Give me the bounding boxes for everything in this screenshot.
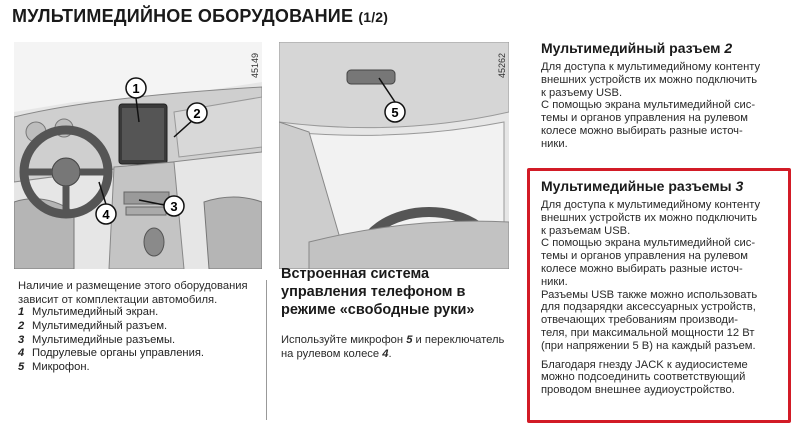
- callout-4: 4: [102, 207, 110, 222]
- legend-item: 3 Мультимедийные разъемы.: [18, 333, 176, 346]
- legend-item: 4 Подрулевые органы управления.: [18, 347, 205, 360]
- callout-2: 2: [193, 106, 201, 121]
- page-title-part: (1/2): [358, 9, 389, 25]
- legend-item: 2 Мультимедийный разъем.: [18, 319, 168, 332]
- handsfree-heading: Встроенная система управления телефоном в режиме «свободные руки»: [281, 266, 475, 318]
- ref-code-mid: 45262: [497, 52, 507, 78]
- legend-item: 1 Мультимедийный экран.: [18, 306, 159, 318]
- section-2-body: Для доступа к мультимедийному контенту внешних устройств их можно подключить к разъему USB. С помощью экрана мультимедийной сис- темы и органов управления на рулевом колесе можно выбирать разные источ- ники.: [541, 61, 761, 150]
- page-title: [12, 6, 388, 27]
- section-2-title: Мультимедийный разъем 2: [541, 40, 733, 56]
- roof-drawing: [279, 42, 509, 269]
- callout-3: 3: [170, 199, 178, 214]
- section-3-body: Для доступа к мультимедийному контенту внешних устройств их можно подключить к разъемам USB. С помощью экрана мультимедийной сис- темы и органов управления на рулевом колесе можно выбирать разные источ- ники. Разъемы USB также можно использовать для подзарядки аксессуарных устройств, отвечающих требованиям производи- теля, при максимальной мощности 12 Вт (при напряжении 5 В) на каждый разъем. Благодаря гнезду JACK к аудиосистеме можно подсоединить соответствующий проводом внешнее аудиоустройство.: [541, 199, 761, 397]
- ref-code-left: 45149: [250, 52, 260, 78]
- page-title-main: МУЛЬТИМЕДИЙНОЕ ОБОРУДОВАНИЕ: [12, 6, 354, 26]
- availability-note: Наличие и размещение этого оборудования зависит от комплектации автомобиля.: [18, 280, 248, 306]
- legend-list: [18, 306, 258, 375]
- dashboard-drawing: [14, 42, 262, 269]
- column-divider: [266, 280, 267, 420]
- handsfree-text: Используйте микрофон 5 и переключатель на рулевом колесе 4.: [281, 334, 505, 360]
- roof-illustration: [279, 42, 509, 269]
- section-3-title: Мультимедийные разъемы 3: [541, 178, 744, 194]
- callout-5: 5: [391, 105, 399, 120]
- dashboard-illustration: [14, 42, 262, 269]
- callout-1: 1: [132, 81, 140, 96]
- legend-item: 5 Микрофон.: [18, 361, 90, 374]
